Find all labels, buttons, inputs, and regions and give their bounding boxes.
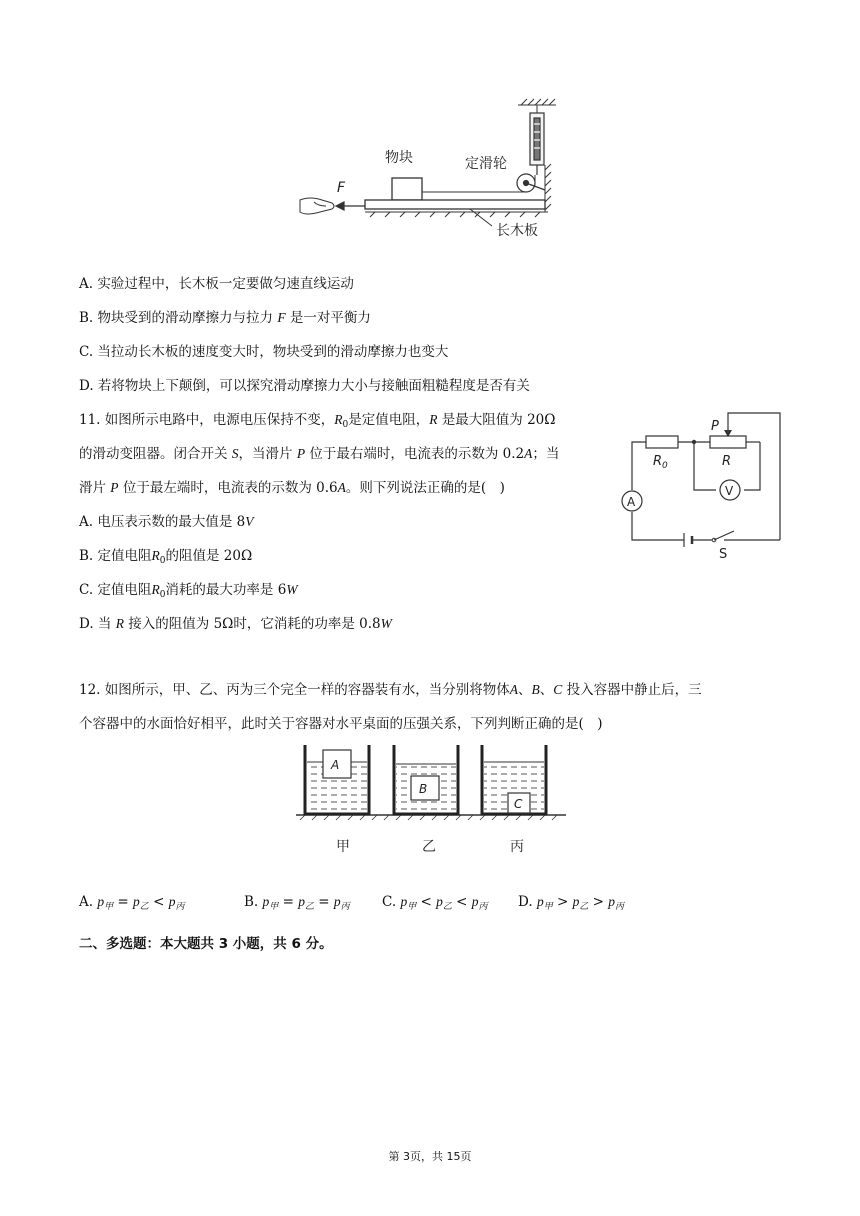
page-footer: 第 3页，共 15页 xyxy=(388,1150,472,1163)
ammeter-label: A xyxy=(627,495,636,509)
container-jia xyxy=(305,745,369,814)
block-c-label: C xyxy=(514,797,523,811)
block-a-label: A xyxy=(331,758,340,772)
label-bing: 丙 xyxy=(510,839,524,855)
p-label: P xyxy=(711,419,719,434)
q11-option-c: C. 定值电阻$R_0$消耗的最大功率是 6W xyxy=(79,582,298,600)
q11-stem-line2: 的滑动变阻器。闭合开关 S，当滑片 P 位于最右端时，电流表的示数为 0.2A；当 xyxy=(79,446,560,462)
force-label: F xyxy=(337,180,346,196)
switch-label: S xyxy=(719,547,728,562)
block-b-label: B xyxy=(419,782,428,796)
q10-option-a: A. 实验过程中，长木板一定要做匀速直线运动 xyxy=(79,276,354,292)
q12-option-d: D. $p_甲 > p_乙 > p_丙$ xyxy=(518,894,625,912)
pulley-label: 定滑轮 xyxy=(465,156,507,172)
q11-stem-line3: 滑片 P 位于最左端时，电流表的示数为 0.6A。则下列说法正确的是( ) xyxy=(79,480,505,496)
voltmeter-label: V xyxy=(725,484,734,498)
q12-stem-line2: 个容器中的水面恰好相平，此时关于容器对水平桌面的压强关系，下列判断正确的是( ) xyxy=(79,716,603,732)
r0-label: $R_0$ xyxy=(653,454,668,471)
q11-option-b: B. 定值电阻$R_0$的阻值是 20Ω xyxy=(79,548,253,566)
q11-option-d: D. 当 R 接入的阻值为 5Ω时，它消耗的功率是 0.8W xyxy=(79,616,392,632)
section-2-heading: 二、多选题：本大题共 3 小题，共 6 分。 xyxy=(79,936,333,952)
q12-stem-line1: 12. 如图所示，甲、乙、丙为三个完全一样的容器装有水，当分别将物体A、B、C 投入容器中静止后，三 xyxy=(79,682,702,698)
block-label: 物块 xyxy=(385,150,413,166)
label-yi: 乙 xyxy=(422,839,436,855)
q10-option-d: D. 若将物块上下颠倒，可以探究滑动摩擦力大小与接触面粗糙程度是否有关 xyxy=(79,378,530,394)
q12-option-a: A. $p_甲 = p_乙 < p_丙$ xyxy=(79,894,185,912)
q11-option-a: A. 电压表示数的最大值是 8V xyxy=(79,514,254,530)
r-label: R xyxy=(722,454,732,469)
q10-option-b: B. 物块受到的滑动摩擦力与拉力 F 是一对平衡力 xyxy=(79,310,371,326)
board-label: 长木板 xyxy=(496,223,538,239)
container-yi xyxy=(394,745,458,814)
q11-stem-line1: 11. 如图所示电路中，电源电压保持不变，$R_0$是定值电阻，R 是最大阻值为 20Ω xyxy=(79,412,556,430)
label-jia: 甲 xyxy=(336,839,350,855)
q10-option-c: C. 当拉动长木板的速度变大时，物块受到的滑动摩擦力也变大 xyxy=(79,344,449,360)
q12-option-b: B. $p_甲 = p_乙 = p_丙$ xyxy=(244,894,350,912)
q12-option-c: C. $p_甲 < p_乙 < p_丙$ xyxy=(382,894,488,912)
